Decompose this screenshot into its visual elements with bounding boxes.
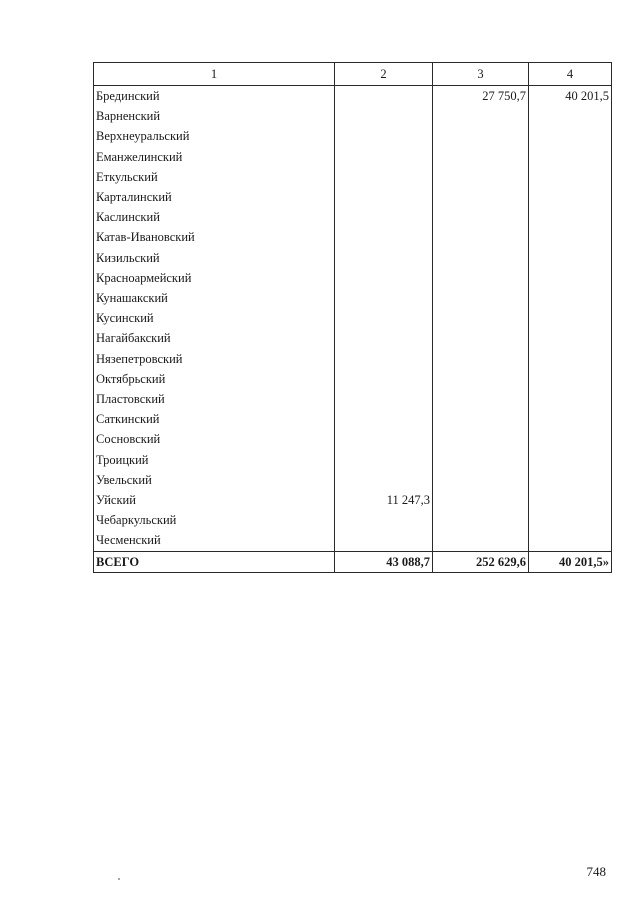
value-col-2 — [335, 308, 433, 328]
table-row — [94, 328, 612, 348]
district-name: Еманжелинский — [94, 147, 335, 167]
value-col-4 — [529, 530, 612, 551]
table-row — [94, 490, 612, 510]
district-name: Катав-Ивановский — [94, 227, 335, 247]
value-col-3 — [433, 207, 529, 227]
column-header-4: 4 — [529, 63, 612, 86]
value-col-2 — [335, 530, 433, 551]
value-col-2 — [335, 268, 433, 288]
value-col-3 — [433, 450, 529, 470]
value-col-2 — [335, 187, 433, 207]
value-col-3 — [433, 349, 529, 369]
value-col-4 — [529, 248, 612, 268]
value-col-3 — [433, 389, 529, 409]
value-col-3 — [433, 167, 529, 187]
value-col-4 — [529, 126, 612, 146]
district-name: Октябрьский — [94, 369, 335, 389]
value-col-4 — [529, 288, 612, 308]
value-col-3 — [433, 147, 529, 167]
district-name: Пластовский — [94, 389, 335, 409]
value-col-2 — [335, 288, 433, 308]
value-col-3: 27 750,7 — [433, 86, 529, 107]
page-number: 748 — [586, 864, 606, 879]
district-name: Варненский — [94, 106, 335, 126]
district-name: Уйский — [94, 490, 335, 510]
table-row — [94, 450, 612, 470]
district-name: Кусинский — [94, 308, 335, 328]
table-row — [94, 207, 612, 227]
district-name: Верхнеуральский — [94, 126, 335, 146]
value-col-4 — [529, 470, 612, 490]
value-col-3 — [433, 470, 529, 490]
district-name: Чебаркульский — [94, 510, 335, 530]
value-col-3 — [433, 369, 529, 389]
value-col-3 — [433, 268, 529, 288]
table-row — [94, 389, 612, 409]
value-col-4 — [529, 268, 612, 288]
value-col-3 — [433, 328, 529, 348]
value-col-2 — [335, 126, 433, 146]
value-col-4 — [529, 187, 612, 207]
table-row — [94, 429, 612, 449]
value-col-3 — [433, 308, 529, 328]
value-col-4 — [529, 167, 612, 187]
district-name: Сосновский — [94, 429, 335, 449]
district-name: Красноармейский — [94, 268, 335, 288]
value-col-4 — [529, 389, 612, 409]
value-col-2 — [335, 147, 433, 167]
value-col-4 — [529, 349, 612, 369]
table-row — [94, 470, 612, 490]
table-row — [94, 106, 612, 126]
value-col-3 — [433, 530, 529, 551]
table-row — [94, 268, 612, 288]
value-col-2 — [335, 450, 433, 470]
value-col-4 — [529, 147, 612, 167]
value-col-2 — [335, 207, 433, 227]
table-row — [94, 288, 612, 308]
district-name: Саткинский — [94, 409, 335, 429]
district-name: Брединский — [94, 86, 335, 107]
value-col-2 — [335, 510, 433, 530]
table-row — [94, 369, 612, 389]
value-col-2 — [335, 106, 433, 126]
table-row — [94, 308, 612, 328]
table-row — [94, 227, 612, 247]
value-col-4: 40 201,5 — [529, 86, 612, 107]
value-col-2 — [335, 389, 433, 409]
table-row — [94, 167, 612, 187]
value-col-4 — [529, 308, 612, 328]
value-col-4 — [529, 227, 612, 247]
district-name: Кунашакский — [94, 288, 335, 308]
table-row — [94, 349, 612, 369]
value-col-2 — [335, 349, 433, 369]
table-row — [94, 187, 612, 207]
value-col-2 — [335, 328, 433, 348]
district-name: Увельский — [94, 470, 335, 490]
value-col-2 — [335, 409, 433, 429]
table-row — [94, 409, 612, 429]
value-col-3 — [433, 126, 529, 146]
value-col-2 — [335, 248, 433, 268]
value-col-4 — [529, 369, 612, 389]
table-row — [94, 147, 612, 167]
value-col-3 — [433, 187, 529, 207]
district-name: Троицкий — [94, 450, 335, 470]
value-col-4 — [529, 429, 612, 449]
table-row — [94, 530, 612, 551]
column-header-3: 3 — [433, 63, 529, 86]
table-row — [94, 126, 612, 146]
total-col-2: 43 088,7 — [335, 551, 433, 572]
total-label: ВСЕГО — [94, 551, 335, 572]
total-col-4: 40 201,5» — [529, 551, 612, 572]
total-col-3: 252 629,6 — [433, 551, 529, 572]
column-header-1: 1 — [94, 63, 335, 86]
value-col-4 — [529, 450, 612, 470]
district-name: Еткульский — [94, 167, 335, 187]
value-col-2 — [335, 227, 433, 247]
district-name: Нагайбакский — [94, 328, 335, 348]
value-col-3 — [433, 490, 529, 510]
value-col-3 — [433, 409, 529, 429]
value-col-4 — [529, 409, 612, 429]
value-col-3 — [433, 227, 529, 247]
district-name: Чесменский — [94, 530, 335, 551]
header-row — [94, 63, 612, 86]
value-col-4 — [529, 106, 612, 126]
value-col-2 — [335, 369, 433, 389]
value-col-4 — [529, 490, 612, 510]
column-header-2: 2 — [335, 63, 433, 86]
value-col-4 — [529, 207, 612, 227]
value-col-2 — [335, 429, 433, 449]
data-table — [93, 62, 612, 573]
value-col-3 — [433, 429, 529, 449]
table-row — [94, 86, 612, 107]
district-name: Карталинский — [94, 187, 335, 207]
value-col-2 — [335, 86, 433, 107]
value-col-3 — [433, 510, 529, 530]
district-name: Кизильский — [94, 248, 335, 268]
value-col-3 — [433, 248, 529, 268]
total-row — [94, 551, 612, 572]
value-col-4 — [529, 510, 612, 530]
table-row — [94, 248, 612, 268]
district-name: Нязепетровский — [94, 349, 335, 369]
table-row — [94, 510, 612, 530]
value-col-2 — [335, 167, 433, 187]
value-col-4 — [529, 328, 612, 348]
value-col-3 — [433, 106, 529, 126]
district-name: Каслинский — [94, 207, 335, 227]
value-col-2: 11 247,3 — [335, 490, 433, 510]
value-col-2 — [335, 470, 433, 490]
value-col-3 — [433, 288, 529, 308]
scan-speck — [118, 878, 120, 880]
